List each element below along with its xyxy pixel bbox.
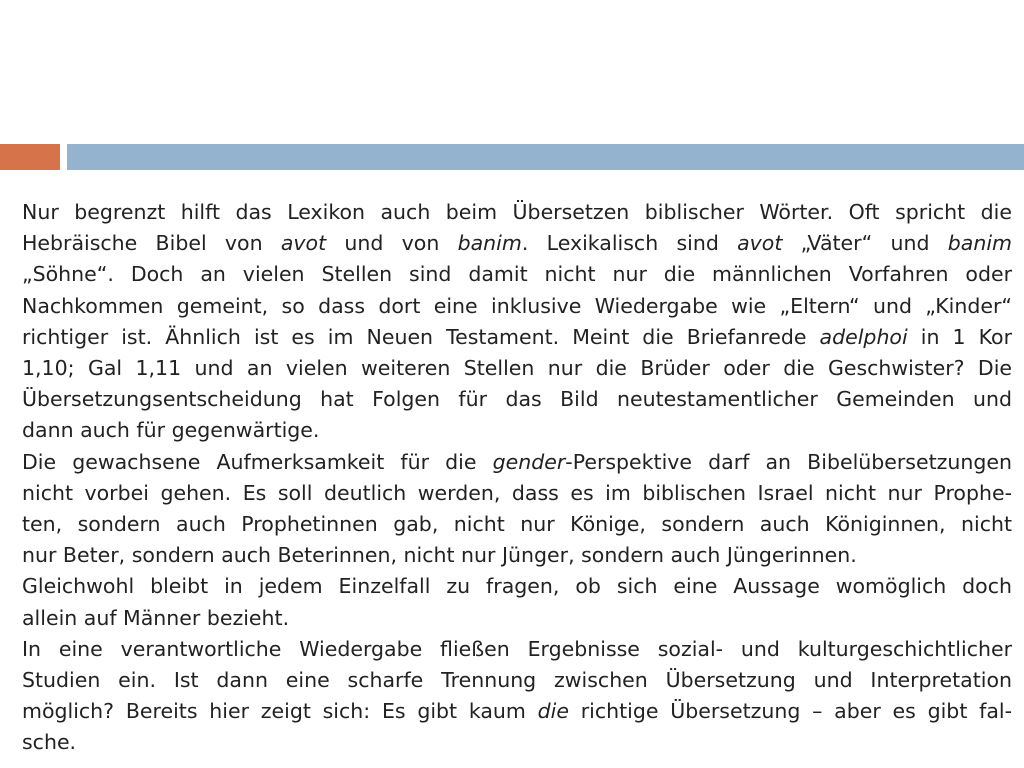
text-line: In eine verantwortliche Wiedergabe fließen Ergebnisse sozial- und kulturgeschichtlicher: [22, 636, 1012, 661]
text-line: allein auf Männer bezieht.: [22, 605, 290, 630]
body-text: [22, 197, 1012, 759]
accent-bar-orange: [0, 144, 60, 170]
text-line: nicht vorbei gehen. Es soll deutlich werden, dass es im biblischen Israel nicht nur Prophe-: [22, 480, 1012, 505]
text-line: Studien ein. Ist dann eine scharfe Trennung zwischen Übersetzung und Interpretation: [22, 668, 1012, 693]
text-line: ten, sondern auch Prophetinnen gab, nicht nur Könige, sondern auch Königinnen, nicht: [22, 512, 1012, 537]
text-line: Übersetzungsentscheidung hat Folgen für das Bild neutestamentlicher Gemeinden und: [22, 387, 1012, 412]
text-line: nur Beter, sondern auch Beterinnen, nicht nur Jünger, sondern auch Jüngerinnen.: [22, 543, 857, 568]
text-line: dann auch für gegenwärtige.: [22, 418, 320, 443]
text-line: 1,10; Gal 1,11 und an vielen weiteren Stellen nur die Brüder oder die Geschwister? Die: [22, 356, 1012, 381]
text-line: Hebräische Bibel von avot und von banim. Lexikalisch sind avot „Väter“ und banim: [22, 231, 1012, 256]
text-line: Gleichwohl bleibt in jedem Einzelfall zu fragen, ob sich eine Aussage womöglich doch: [22, 574, 1012, 599]
accent-bar-blue: [67, 144, 1024, 170]
text-line: richtiger ist. Ähnlich ist es im Neuen Testament. Meint die Briefanrede adelphoi in 1 Kor: [22, 324, 1012, 349]
text-line: Nachkommen gemeint, so dass dort eine inklusive Wiedergabe wie „Eltern“ und „Kinder“: [22, 293, 1012, 318]
text-line: Die gewachsene Aufmerksamkeit für die gender-Perspektive darf an Bibelübersetzungen: [22, 449, 1012, 474]
text-line: Nur begrenzt hilft das Lexikon auch beim Übersetzen biblischer Wörter. Oft spricht die: [22, 200, 1012, 224]
text-line: möglich? Bereits hier zeigt sich: Es gibt kaum die richtige Übersetzung – aber es gibt fal-: [22, 699, 1012, 724]
text-line: sche.: [22, 730, 77, 755]
text-line: „Söhne“. Doch an vielen Stellen sind damit nicht nur die männlichen Vorfahren oder: [22, 262, 1012, 287]
